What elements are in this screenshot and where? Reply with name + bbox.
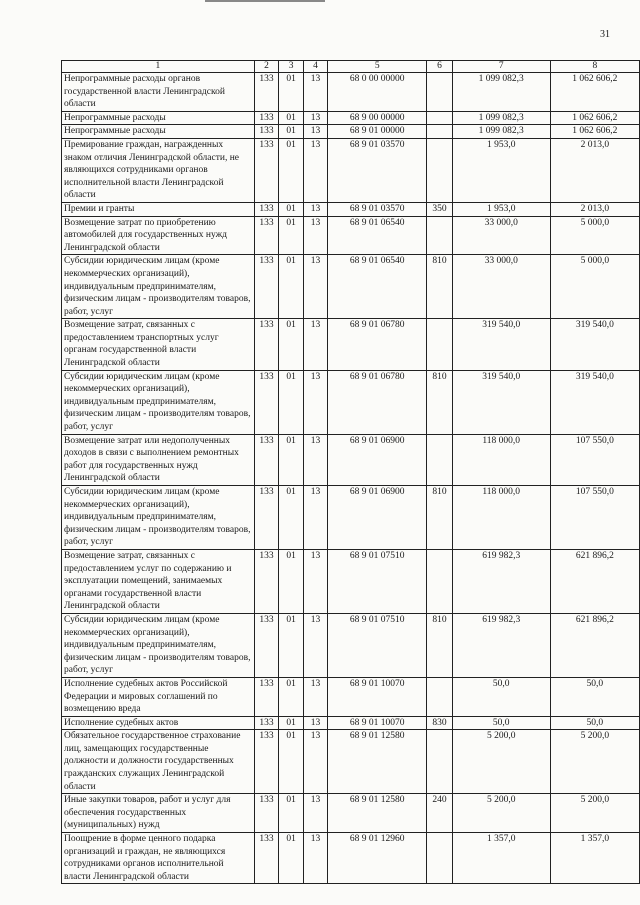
section-code-cell: 01 [279, 319, 303, 370]
section-code-cell: 01 [279, 73, 303, 112]
ministry-code-cell: 133 [254, 434, 279, 485]
budget-table [61, 60, 640, 884]
expense-type-cell [427, 73, 453, 112]
amount-year1-cell: 33 000,0 [452, 255, 550, 319]
target-article-cell: 68 9 00 00000 [328, 111, 427, 125]
section-code-cell: 01 [279, 255, 303, 319]
subsection-code-cell: 13 [303, 73, 327, 112]
column-header: 1 [62, 61, 255, 73]
target-article-cell: 68 9 01 03570 [328, 202, 427, 216]
section-code-cell: 01 [279, 677, 303, 716]
amount-year1-cell: 1 357,0 [452, 833, 550, 884]
section-code-cell: 01 [279, 202, 303, 216]
amount-year2-cell: 1 062 606,2 [550, 125, 639, 139]
ministry-code-cell: 133 [254, 613, 279, 677]
amount-year1-cell: 118 000,0 [452, 486, 550, 550]
row-name-cell: Исполнение судебных актов [62, 716, 255, 730]
table-row [62, 125, 640, 139]
expense-type-cell: 830 [427, 716, 453, 730]
target-article-cell: 68 9 01 06780 [328, 370, 427, 434]
row-name-cell: Премирование граждан, награжденных знаком отличия Ленинградской области, не являющихся сотрудниками органов исполнительной власти Ленинградской области [62, 138, 255, 202]
subsection-code-cell: 13 [303, 730, 327, 794]
amount-year2-cell: 621 896,2 [550, 613, 639, 677]
subsection-code-cell: 13 [303, 716, 327, 730]
row-name-cell: Субсидии юридическим лицам (кроме некоммерческих организаций), индивидуальным предпринимателям, физическим лицам - производителям товаров, работ, услуг [62, 486, 255, 550]
subsection-code-cell: 13 [303, 319, 327, 370]
amount-year2-cell: 50,0 [550, 716, 639, 730]
amount-year2-cell: 621 896,2 [550, 549, 639, 613]
column-header: 5 [328, 61, 427, 73]
expense-type-cell [427, 216, 453, 255]
subsection-code-cell: 13 [303, 111, 327, 125]
table-header-row [62, 61, 640, 73]
table-row [62, 833, 640, 884]
ministry-code-cell: 133 [254, 549, 279, 613]
table-row [62, 677, 640, 716]
amount-year2-cell: 5 000,0 [550, 255, 639, 319]
section-code-cell: 01 [279, 613, 303, 677]
amount-year2-cell: 50,0 [550, 677, 639, 716]
ministry-code-cell: 133 [254, 716, 279, 730]
amount-year1-cell: 50,0 [452, 716, 550, 730]
section-code-cell: 01 [279, 434, 303, 485]
expense-type-cell [427, 434, 453, 485]
row-name-cell: Субсидии юридическим лицам (кроме некоммерческих организаций), индивидуальным предпринимателям, физическим лицам - производителям товаров, работ, услуг [62, 255, 255, 319]
ministry-code-cell: 133 [254, 111, 279, 125]
ministry-code-cell: 133 [254, 138, 279, 202]
amount-year1-cell: 1 099 082,3 [452, 111, 550, 125]
subsection-code-cell: 13 [303, 216, 327, 255]
row-name-cell: Исполнение судебных актов Российской Федерации и мировых соглашений по возмещению вреда [62, 677, 255, 716]
ministry-code-cell: 133 [254, 255, 279, 319]
subsection-code-cell: 13 [303, 833, 327, 884]
ministry-code-cell: 133 [254, 202, 279, 216]
expense-type-cell [427, 677, 453, 716]
table-row [62, 794, 640, 833]
table-row [62, 73, 640, 112]
row-name-cell: Непрограммные расходы [62, 111, 255, 125]
ministry-code-cell: 133 [254, 833, 279, 884]
subsection-code-cell: 13 [303, 125, 327, 139]
amount-year2-cell: 1 357,0 [550, 833, 639, 884]
section-code-cell: 01 [279, 486, 303, 550]
amount-year2-cell: 107 550,0 [550, 434, 639, 485]
row-name-cell: Иные закупки товаров, работ и услуг для обеспечения государственных (муниципальных) нужд [62, 794, 255, 833]
amount-year1-cell: 50,0 [452, 677, 550, 716]
subsection-code-cell: 13 [303, 677, 327, 716]
amount-year2-cell: 1 062 606,2 [550, 111, 639, 125]
subsection-code-cell: 13 [303, 370, 327, 434]
table-row [62, 370, 640, 434]
target-article-cell: 68 0 00 00000 [328, 73, 427, 112]
target-article-cell: 68 9 01 06540 [328, 216, 427, 255]
amount-year2-cell: 2 013,0 [550, 202, 639, 216]
amount-year1-cell: 5 200,0 [452, 794, 550, 833]
section-code-cell: 01 [279, 730, 303, 794]
amount-year1-cell: 319 540,0 [452, 370, 550, 434]
subsection-code-cell: 13 [303, 549, 327, 613]
amount-year1-cell: 619 982,3 [452, 549, 550, 613]
amount-year1-cell: 319 540,0 [452, 319, 550, 370]
ministry-code-cell: 133 [254, 730, 279, 794]
column-header: 4 [303, 61, 327, 73]
page-number: 31 [600, 29, 610, 40]
target-article-cell: 68 9 01 06780 [328, 319, 427, 370]
column-header: 2 [254, 61, 279, 73]
amount-year2-cell: 319 540,0 [550, 319, 639, 370]
section-code-cell: 01 [279, 125, 303, 139]
table-row [62, 613, 640, 677]
section-code-cell: 01 [279, 111, 303, 125]
section-code-cell: 01 [279, 216, 303, 255]
amount-year1-cell: 619 982,3 [452, 613, 550, 677]
ministry-code-cell: 133 [254, 319, 279, 370]
amount-year2-cell: 1 062 606,2 [550, 73, 639, 112]
expense-type-cell: 810 [427, 486, 453, 550]
target-article-cell: 68 9 01 00000 [328, 125, 427, 139]
section-code-cell: 01 [279, 370, 303, 434]
row-name-cell: Возмещение затрат или недополученных доходов в связи с выполнением ремонтных работ для государственных нужд Ленинградской области [62, 434, 255, 485]
table-row [62, 730, 640, 794]
expense-type-cell [427, 730, 453, 794]
row-name-cell: Непрограммные расходы органов государственной власти Ленинградской области [62, 73, 255, 112]
amount-year2-cell: 5 200,0 [550, 730, 639, 794]
table-row [62, 319, 640, 370]
expense-type-cell [427, 138, 453, 202]
ministry-code-cell: 133 [254, 677, 279, 716]
row-name-cell: Возмещение затрат, связанных с предоставлением услуг по содержанию и эксплуатации помещений, занимаемых органами государственной власти Ленинградской области [62, 549, 255, 613]
target-article-cell: 68 9 01 07510 [328, 549, 427, 613]
target-article-cell: 68 9 01 10070 [328, 677, 427, 716]
scan-edge-mark [205, 0, 325, 2]
section-code-cell: 01 [279, 138, 303, 202]
amount-year2-cell: 5 000,0 [550, 216, 639, 255]
row-name-cell: Премии и гранты [62, 202, 255, 216]
subsection-code-cell: 13 [303, 613, 327, 677]
expense-type-cell [427, 549, 453, 613]
target-article-cell: 68 9 01 12580 [328, 794, 427, 833]
section-code-cell: 01 [279, 794, 303, 833]
amount-year2-cell: 319 540,0 [550, 370, 639, 434]
subsection-code-cell: 13 [303, 202, 327, 216]
ministry-code-cell: 133 [254, 794, 279, 833]
target-article-cell: 68 9 01 07510 [328, 613, 427, 677]
ministry-code-cell: 133 [254, 73, 279, 112]
table-row [62, 216, 640, 255]
row-name-cell: Возмещение затрат по приобретению автомобилей для государственных нужд Ленинградской области [62, 216, 255, 255]
column-header: 6 [427, 61, 453, 73]
section-code-cell: 01 [279, 549, 303, 613]
expense-type-cell: 810 [427, 370, 453, 434]
amount-year1-cell: 118 000,0 [452, 434, 550, 485]
expense-type-cell: 810 [427, 255, 453, 319]
table-row [62, 138, 640, 202]
column-header: 8 [550, 61, 639, 73]
row-name-cell: Возмещение затрат, связанных с предоставлением транспортных услуг органам государственной власти Ленинградской области [62, 319, 255, 370]
target-article-cell: 68 9 01 06540 [328, 255, 427, 319]
table-row [62, 549, 640, 613]
target-article-cell: 68 9 01 12580 [328, 730, 427, 794]
ministry-code-cell: 133 [254, 125, 279, 139]
expense-type-cell: 240 [427, 794, 453, 833]
amount-year2-cell: 5 200,0 [550, 794, 639, 833]
target-article-cell: 68 9 01 06900 [328, 434, 427, 485]
amount-year2-cell: 107 550,0 [550, 486, 639, 550]
expense-type-cell [427, 125, 453, 139]
column-header: 7 [452, 61, 550, 73]
amount-year1-cell: 33 000,0 [452, 216, 550, 255]
row-name-cell: Непрограммные расходы [62, 125, 255, 139]
section-code-cell: 01 [279, 833, 303, 884]
table-row [62, 486, 640, 550]
expense-type-cell: 350 [427, 202, 453, 216]
row-name-cell: Поощрение в форме ценного подарка организаций и граждан, не являющихся сотрудниками органов исполнительной власти Ленинградской области [62, 833, 255, 884]
amount-year1-cell: 1 099 082,3 [452, 73, 550, 112]
target-article-cell: 68 9 01 12960 [328, 833, 427, 884]
ministry-code-cell: 133 [254, 216, 279, 255]
table-row [62, 716, 640, 730]
amount-year2-cell: 2 013,0 [550, 138, 639, 202]
table-row [62, 111, 640, 125]
row-name-cell: Субсидии юридическим лицам (кроме некоммерческих организаций), индивидуальным предпринимателям, физическим лицам - производителям товаров, работ, услуг [62, 613, 255, 677]
column-header: 3 [279, 61, 303, 73]
expense-type-cell: 810 [427, 613, 453, 677]
table-row [62, 255, 640, 319]
amount-year1-cell: 1 953,0 [452, 202, 550, 216]
target-article-cell: 68 9 01 06900 [328, 486, 427, 550]
subsection-code-cell: 13 [303, 434, 327, 485]
subsection-code-cell: 13 [303, 486, 327, 550]
ministry-code-cell: 133 [254, 486, 279, 550]
amount-year1-cell: 1 099 082,3 [452, 125, 550, 139]
expense-type-cell [427, 111, 453, 125]
expense-type-cell [427, 833, 453, 884]
section-code-cell: 01 [279, 716, 303, 730]
table-row [62, 202, 640, 216]
ministry-code-cell: 133 [254, 370, 279, 434]
target-article-cell: 68 9 01 03570 [328, 138, 427, 202]
row-name-cell: Субсидии юридическим лицам (кроме некоммерческих организаций), индивидуальным предпринимателям, физическим лицам - производителям товаров, работ, услуг [62, 370, 255, 434]
target-article-cell: 68 9 01 10070 [328, 716, 427, 730]
subsection-code-cell: 13 [303, 255, 327, 319]
subsection-code-cell: 13 [303, 794, 327, 833]
amount-year1-cell: 1 953,0 [452, 138, 550, 202]
subsection-code-cell: 13 [303, 138, 327, 202]
table-row [62, 434, 640, 485]
table-body [62, 73, 640, 884]
amount-year1-cell: 5 200,0 [452, 730, 550, 794]
expense-type-cell [427, 319, 453, 370]
row-name-cell: Обязательное государственное страхование лиц, замещающих государственные должности и должности государственных гражданских служащих Ленинградской области [62, 730, 255, 794]
